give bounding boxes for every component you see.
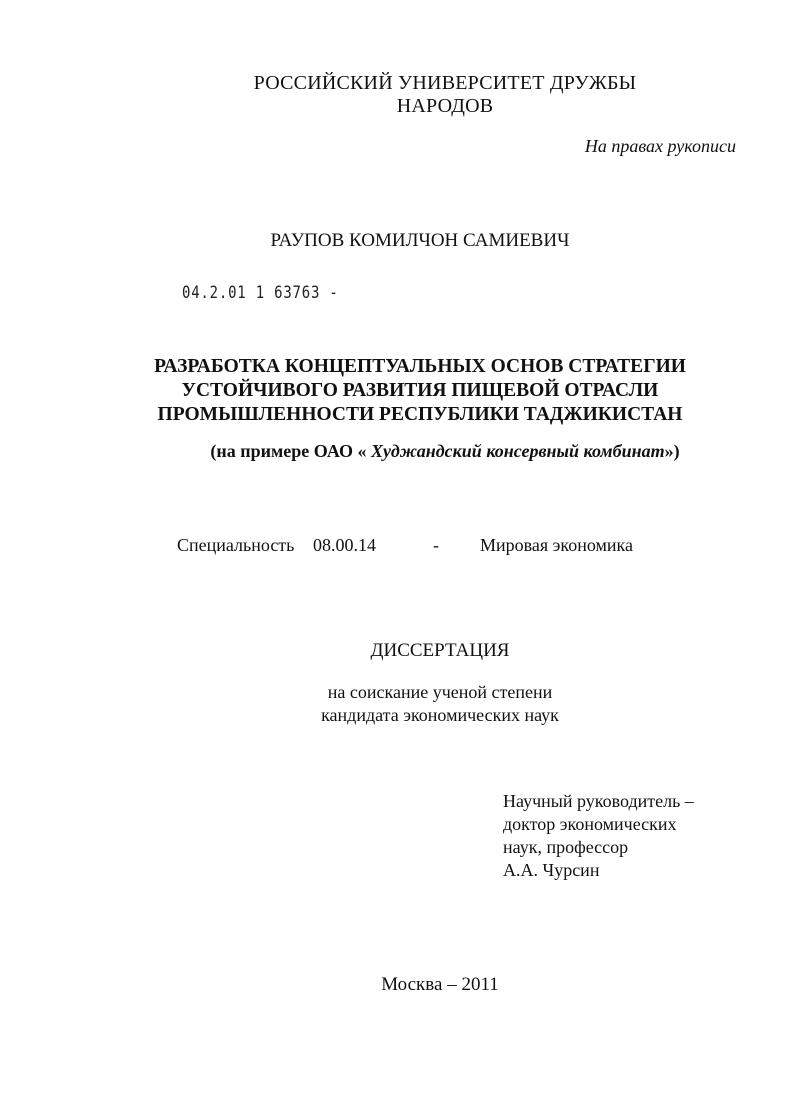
city-year: Москва – 2011 [381,974,499,995]
author-name: РАУПОВ КОМИЛЧОН САМИЕВИЧ [270,230,570,251]
supervisor-name: А.А. Чурсин [503,860,600,880]
university-name: РОССИЙСКИЙ УНИВЕРСИТЕТ ДРУЖБЫ НАРОДОВ [253,72,637,117]
rights-note: На правах рукописи [584,136,736,156]
specialty-label: Специальность [177,535,295,555]
library-stamp-number: 04.2.01 1 63763 - [182,283,339,303]
title-line: РАЗРАБОТКА КОНЦЕПТУАЛЬНЫХ ОСНОВ СТРАТЕГИИ [154,356,686,377]
supervisor-line: Научный руководитель – [503,791,694,811]
document-type: ДИССЕРТАЦИЯ [370,640,510,661]
title-line: УСТОЙЧИВОГО РАЗВИТИЯ ПИЩЕВОЙ ОТРАСЛИ [181,380,659,401]
subtitle-prefix: (на примере ОАО « [210,441,371,461]
dissertation-subtitle [170,441,720,462]
dissertation-title [140,355,700,427]
specialty-code: 08.00.14 [313,535,376,555]
subtitle-company: Худжандский консервный комбинат [370,441,665,461]
degree-line: кандидата экономических наук [321,705,559,725]
supervisor-line: наук, профессор [503,837,629,857]
specialty-name: Мировая экономика [480,535,633,555]
degree-line: на соискание ученой степени [327,682,553,702]
title-line: ПРОМЫШЛЕННОСТИ РЕСПУБЛИКИ ТАДЖИКИСТАН [157,404,683,425]
subtitle-suffix: ») [664,441,680,461]
supervisor-block [503,790,694,882]
supervisor-line: доктор экономических [503,814,677,834]
specialty-dash: - [433,535,439,555]
